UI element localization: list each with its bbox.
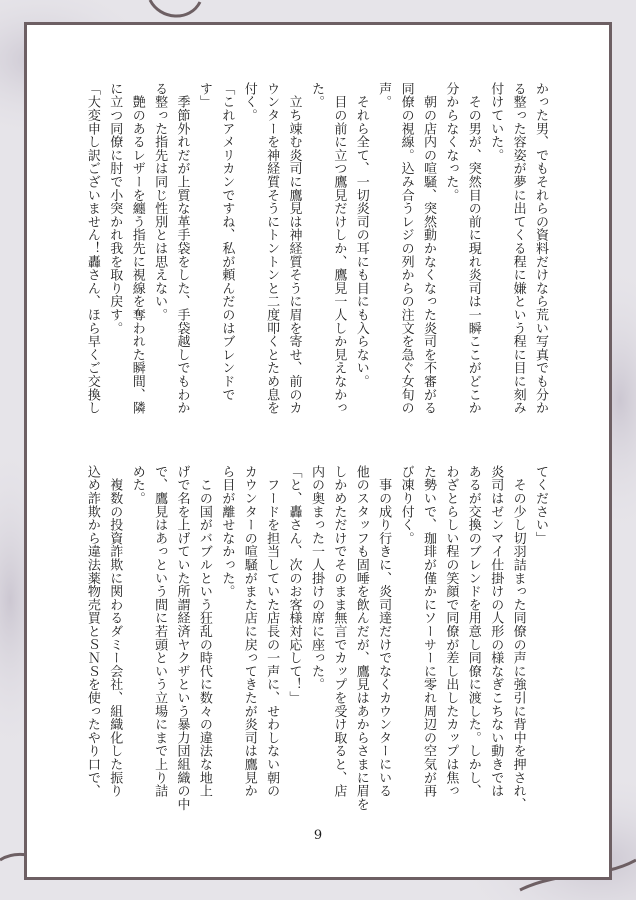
text-line: フードを担当していた店長の一声に、せわしない朝の [264, 465, 280, 798]
text-line: 事の成り行きに、炎司達だけでなくカウンターにいる [376, 465, 392, 798]
text-line: わざとらしい程の笑顔で同僚が差し出したカップは焦っ [443, 465, 459, 798]
text-line: 分からなくなった。 [443, 82, 459, 202]
text-line: 炎司はゼンマイ仕掛けの人形の様なぎこちない動きでは [488, 465, 504, 798]
text-line: ら目が離せなかった。 [219, 465, 235, 598]
text-line: 「これアメリカンですね、私が頼んだのはブレンドで [219, 82, 235, 402]
text-line: 内の奥まった一人掛けの席に座った。 [308, 465, 324, 692]
text-line: 艶のあるレザーを纏う指先に視線を奪われた瞬間、隣 [129, 82, 145, 415]
text-line: 「と、轟さん、次のお客様対応して！」 [286, 465, 302, 705]
text-line: その少し切羽詰まった同僚の声に強引に背中を押され、 [510, 465, 526, 811]
text-line: めた。 [129, 465, 145, 505]
text-line: 朝の店内の喧騒、突然動かなくなった炎司を不審がる [420, 82, 436, 415]
text-line: び凍り付く。 [398, 465, 414, 545]
text-line: に立つ同僚に肘で小突かれ我を取り戻す。 [107, 82, 123, 335]
text-line: た。 [308, 82, 324, 109]
text-line: ウンターを神経質そうにトントンと二度叩くとため息を [264, 82, 280, 415]
text-line: る整った容姿が夢に出てくる程に嫌という程に目に刻み [510, 82, 526, 415]
text-line: この国がバブルという狂乱の時代に数々の違法な地上 [196, 465, 212, 798]
text-line: かった男、でもそれらの資料だけなら荒い写真でも分か [533, 82, 548, 415]
text-line: それら全て、一切炎司の耳にも目にも入らない。 [353, 82, 369, 388]
text-block-upper [83, 82, 551, 462]
text-line: カウンターの喧騒がまた店に戻ってきたが炎司は鷹見か [241, 465, 257, 798]
text-line: 他のスタッフも固唾を飲んだが、鷹見はあからさまに眉を [353, 465, 369, 811]
text-line: あるが交換のブレンドを用意し同僚に渡した。しかし、 [465, 465, 481, 798]
text-line: 「大変申し訳ございません！轟さん、ほら早くご交換し [84, 82, 100, 415]
text-line: 目の前に立つ鷹見だけしか、鷹見一人しか見えなかっ [331, 82, 347, 415]
text-line: す」 [196, 82, 212, 109]
text-line: しかめただけでそのまま無言でカップを受け取ると、店 [331, 465, 347, 798]
text-line: た勢いで、珈琲が僅かにソーサーに零れ周辺の空気が再 [420, 465, 436, 798]
text-line: 付く。 [241, 82, 257, 122]
book-page [24, 22, 612, 880]
text-line: てください」 [533, 465, 548, 545]
text-line: 季節外れだが上質な革手袋をした、手袋越しでもわか [174, 82, 190, 415]
text-line: 付けていた。 [488, 82, 504, 162]
text-line: 声。 [376, 82, 392, 109]
text-line: る整った指先は同じ性別とは思えない。 [152, 82, 168, 322]
text-line: その男が、突然目の前に現れ炎司は一瞬ここがどこか [465, 82, 481, 415]
text-line: 同僚の視線。込み合うレジの列からの注文を急ぐ女旬の [398, 82, 414, 415]
text-block-lower [83, 465, 551, 845]
text-line: で、鷹見はあっという間に若頭という立場にまで上り詰 [152, 465, 168, 798]
text-line: 複数の投資詐欺に関わるダミー会社、組織化した振り [107, 465, 123, 798]
page-number: 9 [313, 828, 323, 843]
text-line: 立ち竦む炎司に鷹見は神経質そうに眉を寄せ、前のカ [286, 82, 302, 415]
text-line: げで名を上げていた所謂経済ヤクザという暴力団組織の中 [174, 465, 190, 811]
text-line: 込め詐欺から違法薬物売買とＳＮＳを使ったやり口で、 [84, 465, 100, 798]
